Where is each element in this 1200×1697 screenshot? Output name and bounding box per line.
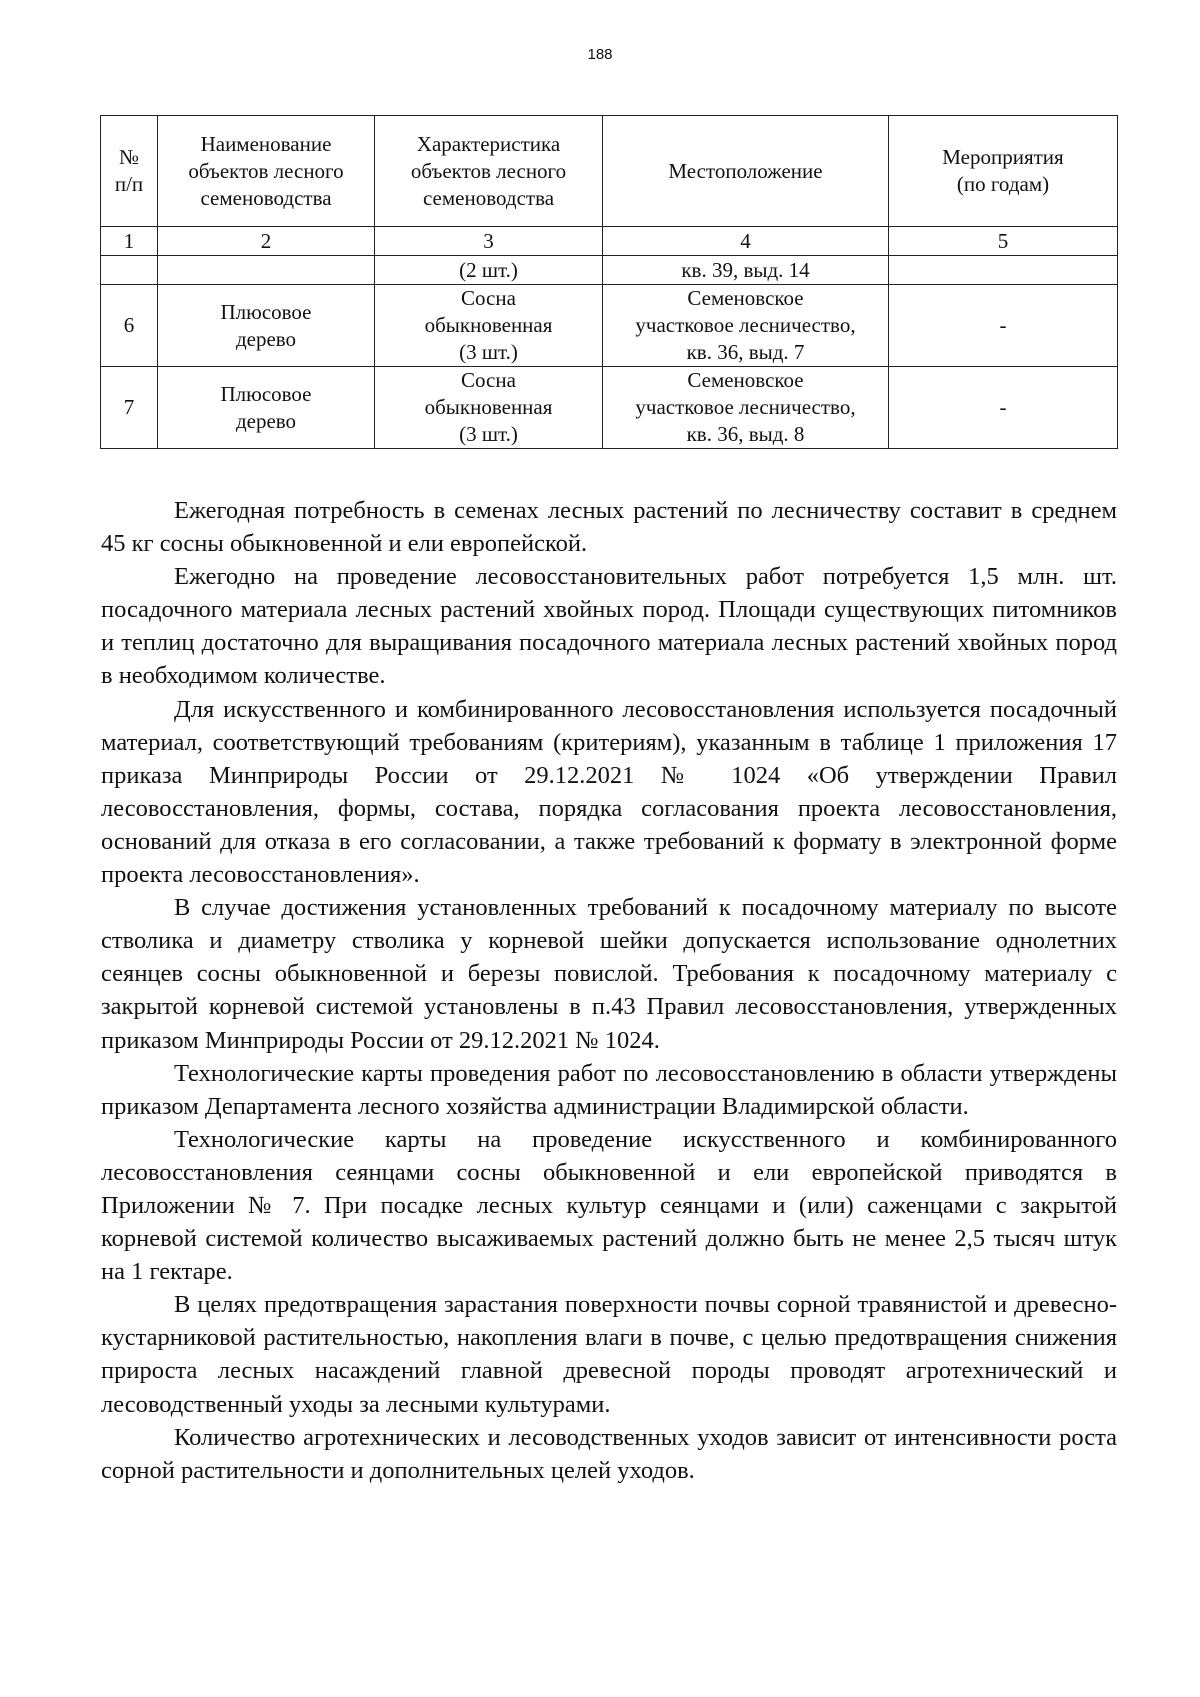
characteristic-cell: Сосна обыкновенная (3 шт.) [375,367,603,449]
table-cell: кв. 39, выд. 14 [603,256,889,285]
paragraph: Количество агротехнических и лесоводственных уходов зависит от интенсивности роста сорной растительности и дополнительных целей уходов. [101,1423,1117,1484]
paragraph: Для искусственного и комбинированного лесовосстановления используется посадочный материал, соответствующий требованиям (критериям), указанным в таблице 1 приложения 17 приказа Минприроды России от 29.12.2021 № 1024 «Об утверждении Правил лесовосстановления, формы, состава, порядка согласования проекта лесовосстановления, оснований для отказа в его согласовании, а также требований к формату в электронной форме проекта лесовосстановления». [101,695,1117,889]
column-number: 1 [101,227,158,256]
row-number: 6 [101,285,158,367]
seed-objects-table [100,115,1118,449]
header-characteristic: Характеристика объектов лесного семеноводства [375,116,603,227]
table-row [101,285,1118,367]
column-numbers-row [101,227,1118,256]
paragraph: В целях предотвращения зарастания поверхности почвы сорной травянистой и древесно-кустарниковой растительностью, накопления влаги в почве, с целью предотвращения снижения прироста лесных насаждений главной древесной породы проводят агротехнический и лесоводственный уходы за лесными культурами. [101,1291,1117,1418]
page-number: 188 [587,46,613,63]
header-number: № п/п [101,116,158,227]
object-name-cell: Плюсовое дерево [158,367,375,449]
measures-cell: - [889,367,1118,449]
characteristic-cell: Сосна обыкновенная (3 шт.) [375,285,603,367]
table-cell [101,256,158,285]
table-cell: (2 шт.) [375,256,603,285]
column-number: 3 [375,227,603,256]
table-cell [889,256,1118,285]
table-row [101,367,1118,449]
paragraph: Ежегодная потребность в семенах лесных растений по лесничеству составит в среднем 45 кг сосны обыкновенной и ели европейской. [101,497,1117,558]
table-row-continuation [101,256,1118,285]
location-cell: Семеновское участковое лесничество, кв. 36, выд. 8 [603,367,889,449]
column-number: 2 [158,227,375,256]
paragraph: Ежегодно на проведение лесовосстановительных работ потребуется 1,5 млн. шт. посадочного материала лесных растений хвойных пород. Площади существующих питомников и теплиц достаточно для выращивания посадочного материала лесных растений хвойных пород в необходимом количестве. [101,563,1117,690]
body-text [101,494,1117,1487]
header-object-name: Наименование объектов лесного семеноводства [158,116,375,227]
paragraph: Технологические карты проведения работ по лесовосстановлению в области утверждены приказом Департамента лесного хозяйства администрации Владимирской области. [101,1059,1117,1120]
row-number: 7 [101,367,158,449]
table-cell [158,256,375,285]
location-cell: Семеновское участковое лесничество, кв. 36, выд. 7 [603,285,889,367]
header-location: Местоположение [603,116,889,227]
column-number: 4 [603,227,889,256]
table-header-row [101,116,1118,227]
header-measures: Мероприятия (по годам) [889,116,1118,227]
measures-cell: - [889,285,1118,367]
paragraph: Технологические карты на проведение искусственного и комбинированного лесовосстановления сеянцами сосны обыкновенной и ели европейской приводятся в Приложении № 7. При посадке лесных культур сеянцами и (или) саженцами с закрытой корневой системой количество высаживаемых растений должно быть не менее 2,5 тысяч штук на 1 гектаре. [101,1125,1117,1286]
paragraph: В случае достижения установленных требований к посадочному материалу по высоте стволика и диаметру стволика у корневой шейки допускается использование однолетних сеянцев сосны обыкновенной и березы повислой. Требования к посадочному материалу с закрытой корневой системой установлены в п.43 Правил лесовосстановления, утвержденных приказом Минприроды России от 29.12.2021 № 1024. [101,894,1117,1054]
column-number: 5 [889,227,1118,256]
object-name-cell: Плюсовое дерево [158,285,375,367]
